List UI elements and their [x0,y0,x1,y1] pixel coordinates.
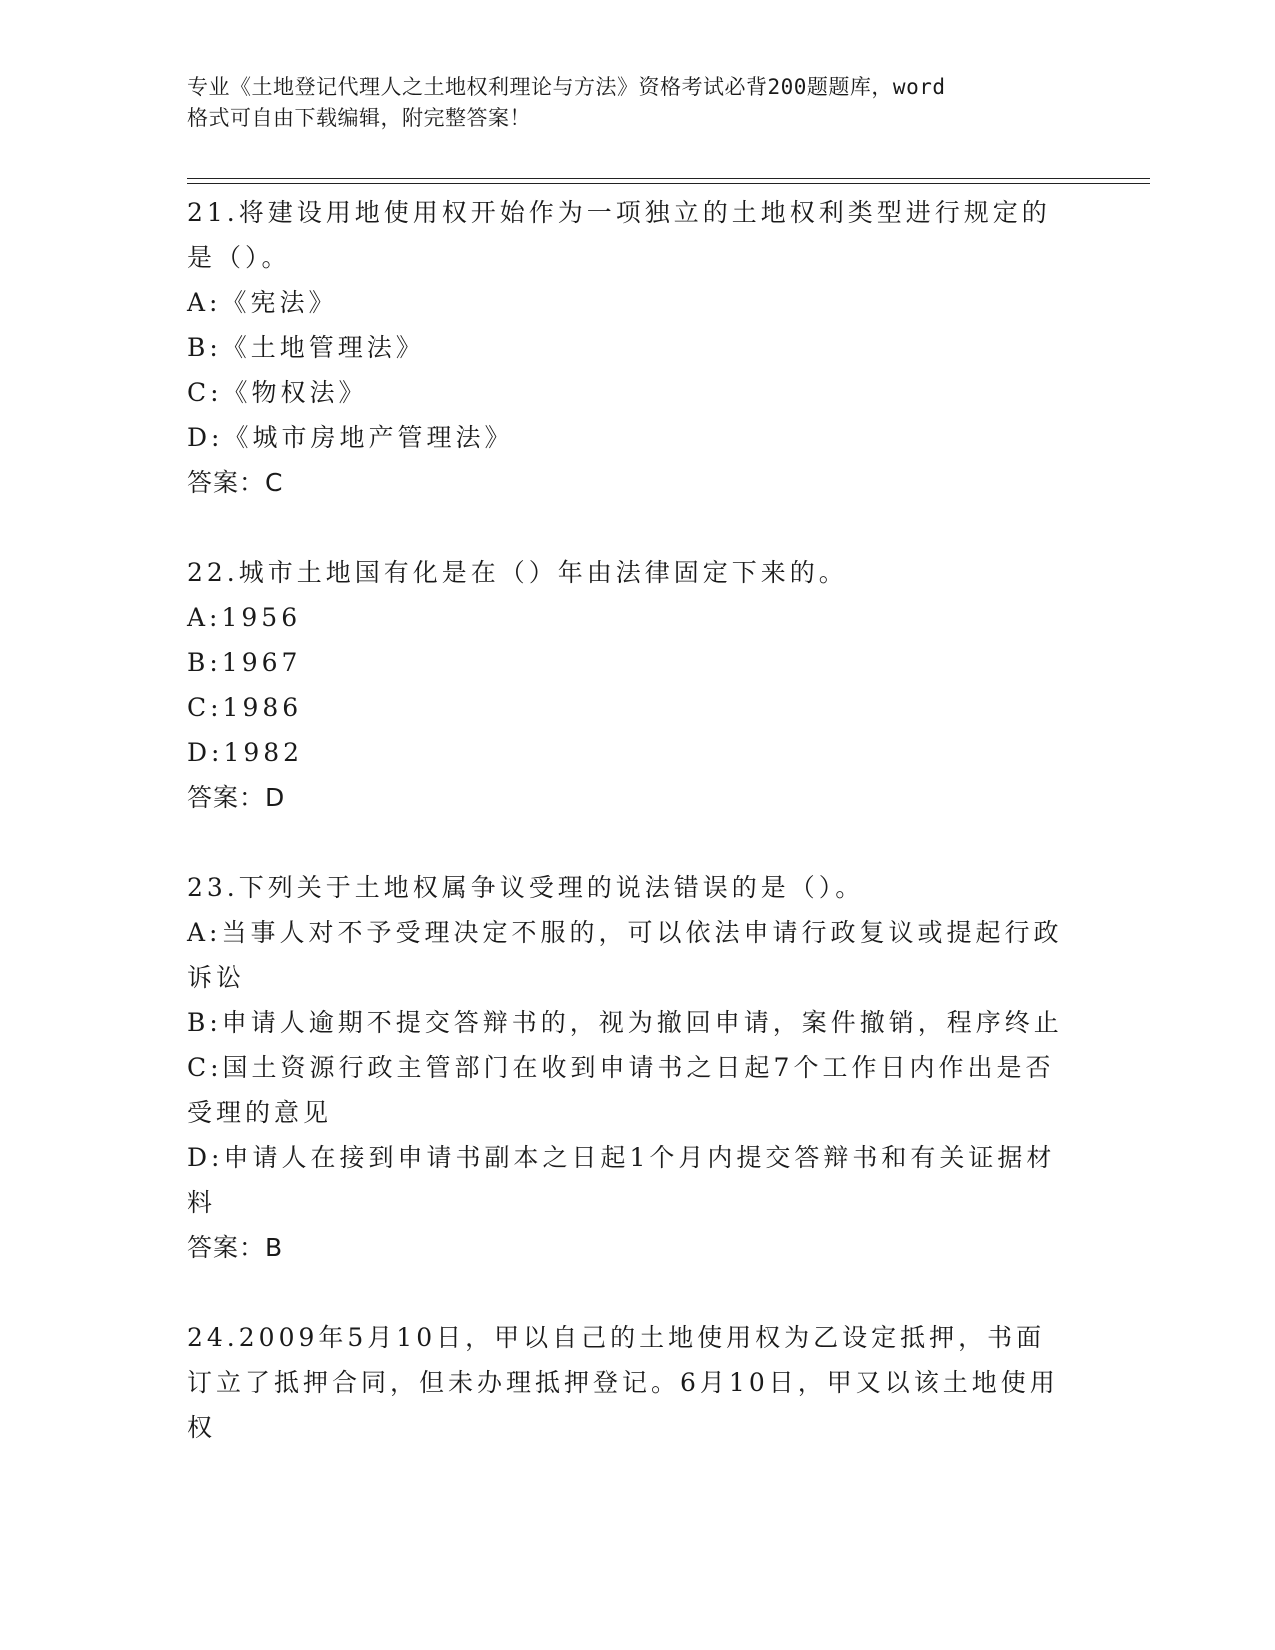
answer-text: 答案：B [187,1233,284,1262]
question-spacer [187,820,1067,865]
question-stem: 22.城市土地国有化是在（）年由法律固定下来的。 [187,558,848,587]
header-line-2: 格式可自由下载编辑，附完整答案！ [187,106,531,130]
option-a: A:《宪法》 [187,288,338,317]
answer-text: 答案：D [187,783,286,812]
question-23 [187,865,1067,1270]
question-stem: 21.将建设用地使用权开始作为一项独立的土地权利类型进行规定的是（）。 [187,198,1051,272]
option-c: C:《物权法》 [187,378,368,407]
option-c: C:国土资源行政主管部门在收到申请书之日起7个工作日内作出是否受理的意见 [187,1053,1055,1127]
question-list [187,190,1067,1450]
option-b: B:1967 [187,648,302,677]
option-b: B:申请人逾期不提交答辩书的，视为撤回申请，案件撤销，程序终止 [187,1008,1063,1037]
option-d: D:1982 [187,738,304,767]
option-b: B:《土地管理法》 [187,333,425,362]
option-a: A:1956 [187,603,302,632]
option-c: C:1986 [187,693,303,722]
question-21 [187,190,1067,505]
header-divider-bottom [187,183,1150,184]
option-a: A:当事人对不予受理决定不服的，可以依法申请行政复议或提起行政诉讼 [187,918,1063,992]
question-24 [187,1315,1067,1450]
question-stem: 23.下列关于土地权属争议受理的说法错误的是（）。 [187,873,865,902]
option-d: D:《城市房地产管理法》 [187,423,514,452]
question-spacer [187,505,1067,550]
option-d: D:申请人在接到申请书副本之日起1个月内提交答辩书和有关证据材料 [187,1143,1056,1217]
question-22 [187,550,1067,820]
question-stem: 24.2009年5月10日，甲以自己的土地使用权为乙设定抵押，书面订立了抵押合同，但未办理抵押登记。6月10日，甲又以该土地使用权 [187,1323,1059,1442]
answer-text: 答案：C [187,468,284,497]
question-spacer [187,1270,1067,1315]
header-line-1: 专业《土地登记代理人之土地权利理论与方法》资格考试必背200题题库，word [187,75,946,99]
document-header [187,72,1067,134]
header-divider-top [187,178,1150,179]
